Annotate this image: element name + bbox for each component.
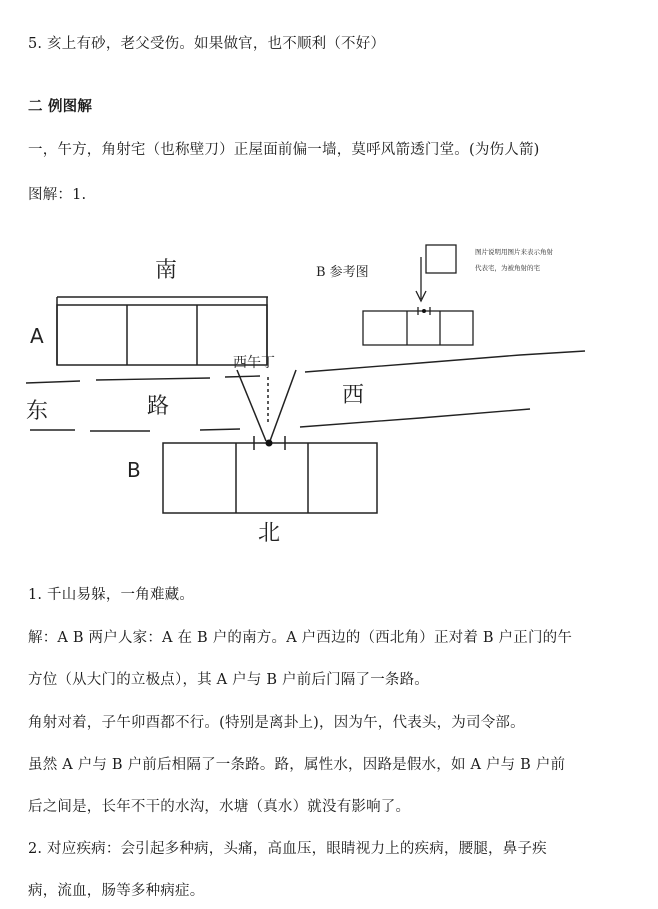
line-4: 图解：1. bbox=[28, 187, 87, 203]
label-house-a: A bbox=[30, 324, 44, 348]
line-9: 虽然 A 户与 B 户前后相隔了一条路。路，属性水，因路是假水，如 A 户与 B 户前 bbox=[28, 757, 566, 773]
door-point bbox=[266, 440, 273, 447]
label-east: 东 bbox=[26, 399, 49, 424]
line-8: 角射对着，子午卯酉都不行。(特别是离卦上)，因为午，代表头，为司令部。 bbox=[28, 715, 525, 731]
road bbox=[26, 351, 585, 431]
road-upper-edge bbox=[26, 351, 585, 383]
label-reference: B 参考图 bbox=[316, 265, 369, 280]
section-heading: 二 例图解 bbox=[28, 98, 93, 115]
reference-house bbox=[363, 245, 473, 345]
feng-shui-diagram bbox=[0, 215, 658, 550]
line-11: 2. 对应疾病：会引起多种病，头痛，高血压，眼睛视力上的疾病，腰腿，鼻子疾 bbox=[28, 841, 547, 857]
reference-flag-box bbox=[426, 245, 456, 273]
line-6: 解：A B 两户人家：A 在 B 户的南方。A 户西边的（西北角）正对着 B 户正门的午 bbox=[28, 630, 573, 646]
reference-note-1: 图片说明用图片来表示角射 bbox=[475, 248, 553, 256]
reference-note-2: 代表宅，为被角射的宅 bbox=[475, 264, 540, 272]
label-house-b: B bbox=[127, 458, 141, 482]
label-west: 西 bbox=[342, 383, 365, 408]
label-north: 北 bbox=[258, 521, 281, 546]
line-3: 一，午方，角射宅（也称壁刀）正屋面前偏一墙，莫呼风箭透门堂。(为伤人箭) bbox=[28, 142, 540, 158]
line-5: 1. 千山易躲，一角难藏。 bbox=[28, 587, 195, 603]
line-12: 病，流血，肠等多种病症。 bbox=[28, 883, 205, 899]
line-7: 方位（从大门的立极点），其 A 户与 B 户前后门隔了一条路。 bbox=[28, 672, 430, 688]
line-1: 5. 亥上有砂，老父受伤。如果做官，也不顺利（不好） bbox=[28, 36, 386, 52]
line-10: 后之间是，长年不干的水沟，水塘（真水）就没有影响了。 bbox=[28, 799, 411, 815]
house-b bbox=[163, 436, 377, 513]
label-angle: 西午丁 bbox=[233, 355, 275, 371]
label-road: 路 bbox=[147, 394, 170, 419]
label-south: 南 bbox=[155, 258, 178, 283]
corner-wedge bbox=[237, 370, 296, 441]
